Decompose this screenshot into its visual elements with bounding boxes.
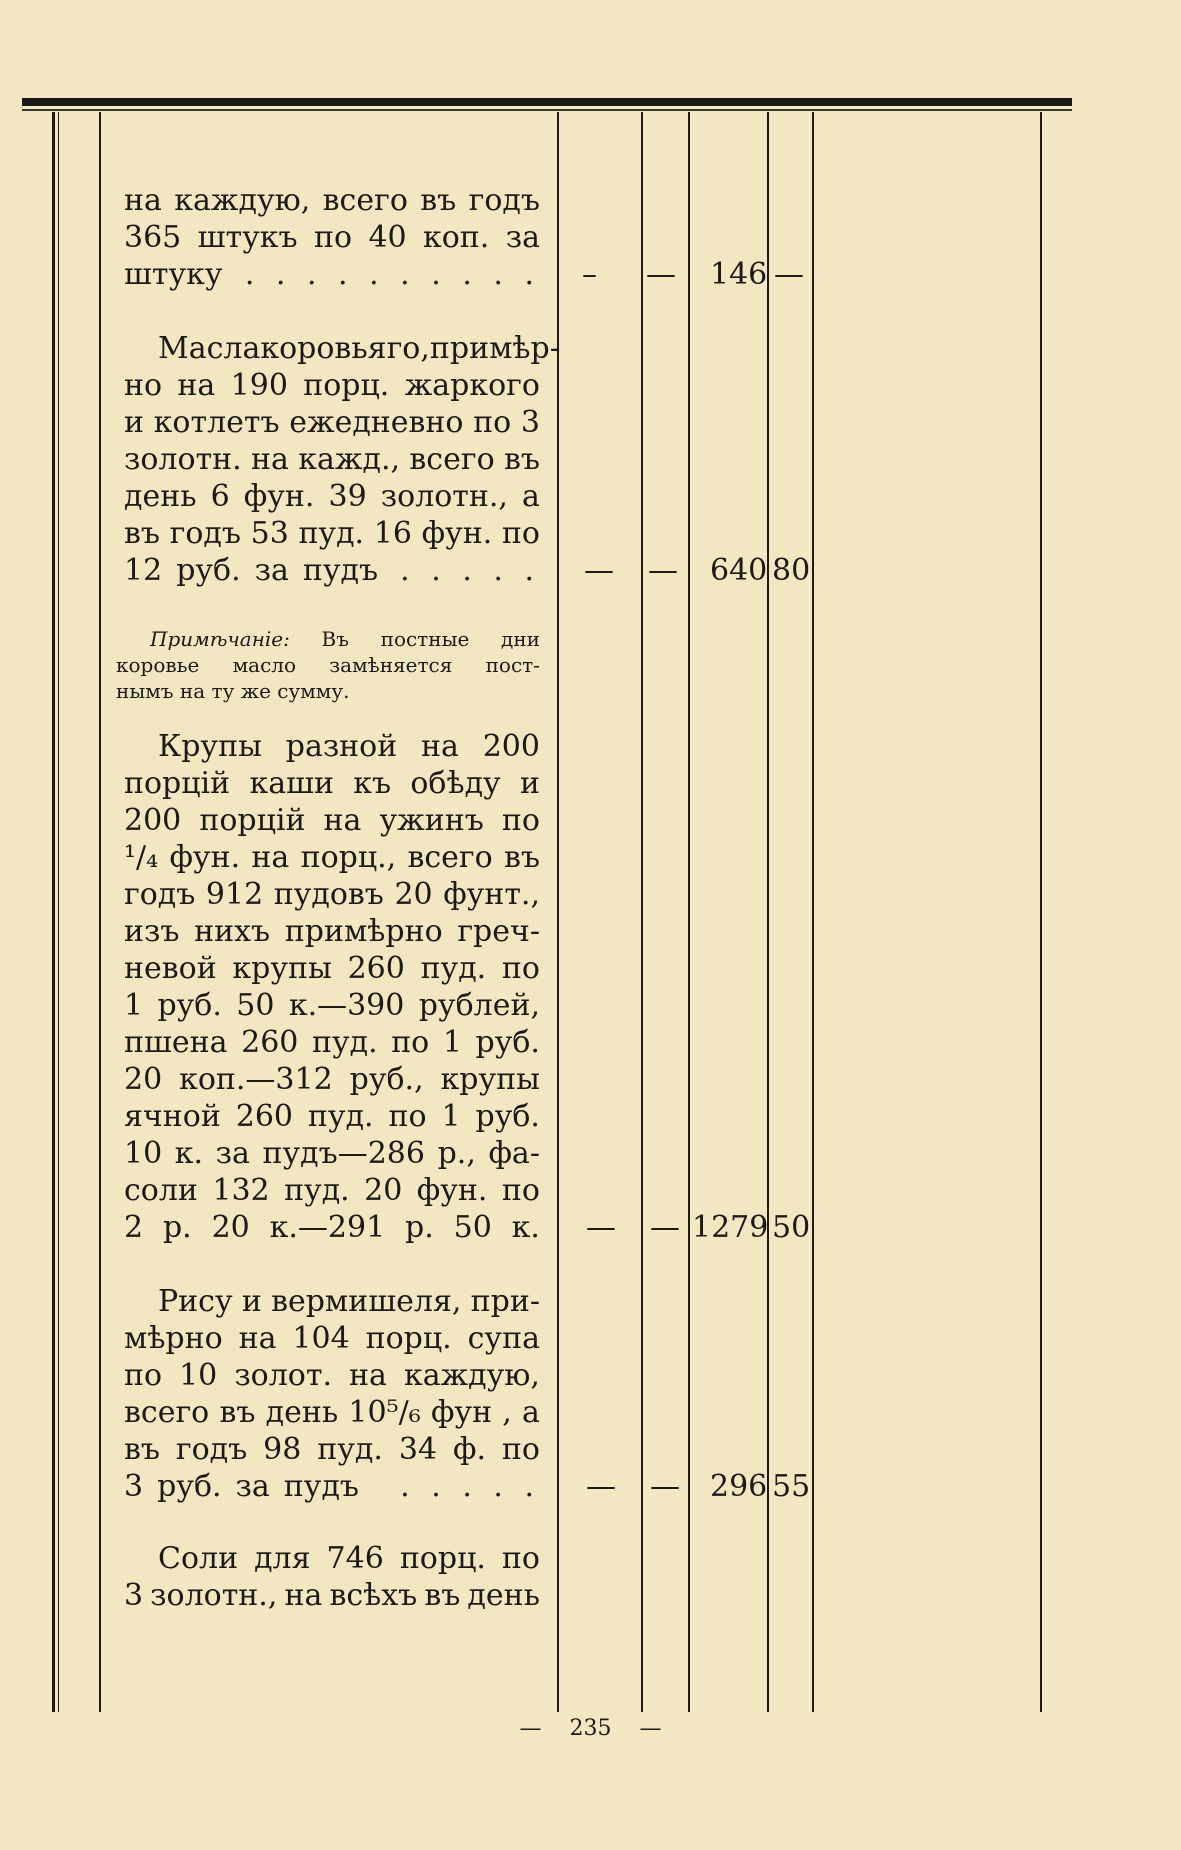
entry-rice-vermicelli xyxy=(124,1283,540,1505)
page-number-dash: — xyxy=(639,1716,662,1741)
word: день xyxy=(467,1578,540,1613)
word: 1 xyxy=(441,1099,461,1134)
word: р. xyxy=(162,1210,192,1245)
word: 365 xyxy=(124,220,182,255)
rubles-value: 1279 xyxy=(692,1210,769,1245)
text-line xyxy=(124,1357,540,1394)
word: руб. xyxy=(157,988,222,1023)
word: за xyxy=(215,1136,250,1171)
text-line xyxy=(124,1394,540,1431)
word: въ xyxy=(504,840,540,875)
word: 98 xyxy=(263,1432,302,1467)
word: 746 xyxy=(326,1541,384,1576)
col1-value: — xyxy=(586,1469,616,1504)
kopecks-value: 50 xyxy=(772,1210,811,1245)
word: греч- xyxy=(457,914,540,949)
word: пудовъ xyxy=(273,877,384,912)
word: въ xyxy=(504,442,540,477)
text-line xyxy=(124,1098,540,1135)
word: по xyxy=(391,1025,430,1060)
word: примѣрно xyxy=(284,914,443,949)
dot-leader: . . . . . xyxy=(400,553,540,588)
word: по xyxy=(501,1173,540,1208)
word: фун xyxy=(430,1395,493,1430)
word: крупы xyxy=(232,951,332,986)
word: жаркого xyxy=(404,368,540,403)
word: всего xyxy=(124,1395,210,1430)
col2-value: — xyxy=(646,257,676,292)
word: въ xyxy=(420,183,457,218)
col2-value: — xyxy=(650,1210,680,1245)
word: пост- xyxy=(485,653,540,677)
word: въ xyxy=(124,516,160,551)
text-line xyxy=(124,552,540,589)
word: по xyxy=(501,951,540,986)
word: для xyxy=(254,1541,311,1576)
word: 190 xyxy=(230,368,288,403)
word: на xyxy=(323,803,362,838)
note-line xyxy=(116,678,540,704)
word: дни xyxy=(501,627,540,651)
word: коп.—312 xyxy=(179,1062,333,1097)
kopecks-value: 55 xyxy=(772,1469,811,1504)
word: Соли xyxy=(158,1541,239,1576)
word: фунт., xyxy=(443,877,540,912)
word: руб., xyxy=(349,1062,424,1097)
word: к. xyxy=(511,1210,540,1245)
word: р. xyxy=(405,1210,434,1245)
word: постные xyxy=(380,627,470,651)
word: к.—291 xyxy=(269,1210,386,1245)
footnote xyxy=(116,626,540,704)
word: 3 xyxy=(520,405,540,440)
column-rule-4 xyxy=(767,112,769,1712)
word: пудъ xyxy=(302,553,379,588)
word: замѣняется xyxy=(329,653,453,677)
word: разной xyxy=(285,729,398,764)
word: порц. xyxy=(399,1541,486,1576)
word: 39 xyxy=(328,479,367,514)
text-line xyxy=(124,1468,540,1505)
text-line xyxy=(124,728,540,765)
entry-butter xyxy=(124,330,560,589)
entry-salt xyxy=(124,1540,540,1614)
word: всего xyxy=(409,442,495,477)
note-line xyxy=(116,652,540,678)
word: на xyxy=(251,840,290,875)
word: пудъ—286 xyxy=(262,1136,425,1171)
kopecks-value: — xyxy=(774,257,804,292)
word: штукъ xyxy=(197,220,298,255)
column-rule-3 xyxy=(688,112,690,1712)
word: каждую, xyxy=(174,183,311,218)
word: пуд. xyxy=(311,1025,378,1060)
word: а xyxy=(522,479,540,514)
text-line xyxy=(124,404,540,441)
word: годъ xyxy=(468,183,540,218)
entry-eggs xyxy=(124,182,540,293)
word: 1 xyxy=(124,988,144,1023)
word: 20 xyxy=(364,1173,403,1208)
word: 16 xyxy=(373,516,412,551)
word: коп. xyxy=(423,220,490,255)
text-line xyxy=(124,913,540,950)
word: 104 xyxy=(292,1321,350,1356)
word: порцій xyxy=(199,803,306,838)
word: и xyxy=(241,1284,262,1319)
word: руб. xyxy=(475,1025,540,1060)
word: 260 xyxy=(235,1099,293,1134)
text-line xyxy=(124,330,560,367)
text-line xyxy=(124,441,540,478)
text-line xyxy=(124,1431,540,1468)
word: золотн., xyxy=(150,1578,278,1613)
word: 6 xyxy=(210,479,230,514)
col1-value: — xyxy=(584,553,614,588)
word: мѣрно xyxy=(124,1321,223,1356)
word: 260 xyxy=(347,951,405,986)
word: обѣду xyxy=(410,766,501,801)
word: соли xyxy=(124,1173,198,1208)
text-line xyxy=(124,987,540,1024)
word: невой xyxy=(124,951,217,986)
word: , xyxy=(502,1395,512,1430)
word: коровье xyxy=(116,653,200,677)
word: всѣхъ xyxy=(329,1578,418,1613)
word: по xyxy=(501,516,540,551)
word: при- xyxy=(470,1284,540,1319)
word: по xyxy=(501,1432,540,1467)
left-border-line xyxy=(52,112,55,1712)
word: 20 xyxy=(394,877,433,912)
word: пуд. xyxy=(284,1173,350,1208)
word: а xyxy=(522,1395,540,1430)
word: 200 xyxy=(124,803,182,838)
word: 3 xyxy=(124,1578,144,1613)
word: по xyxy=(473,405,512,440)
word: ежедневно xyxy=(289,405,464,440)
col1-value: – xyxy=(582,257,597,292)
word: но xyxy=(124,368,163,403)
text-line xyxy=(124,256,540,293)
word: по xyxy=(124,1358,163,1393)
word: 260 xyxy=(241,1025,299,1060)
col2-value: — xyxy=(648,553,678,588)
rubles-value: 296 xyxy=(710,1469,768,1504)
word: на xyxy=(349,1358,387,1393)
word: руб. xyxy=(157,1469,222,1504)
word: за xyxy=(254,553,289,588)
word: въ xyxy=(424,1578,461,1613)
word: пуд. xyxy=(420,951,487,986)
word: всего xyxy=(407,840,493,875)
word: годъ xyxy=(175,1432,248,1467)
word: порцій xyxy=(124,766,231,801)
word: 40 xyxy=(368,220,407,255)
word: порц. xyxy=(303,368,390,403)
word: 53 xyxy=(250,516,289,551)
word: к.—390 xyxy=(288,988,405,1023)
word: въ xyxy=(124,1432,160,1467)
word: каши xyxy=(249,766,334,801)
word: 20 xyxy=(211,1210,250,1245)
word: фун. xyxy=(416,1173,488,1208)
word: и xyxy=(124,405,144,440)
word: 2 xyxy=(124,1210,144,1245)
text-line xyxy=(124,1540,540,1577)
word: по xyxy=(388,1099,427,1134)
text-line xyxy=(124,1172,540,1209)
word: 3 xyxy=(124,1469,144,1504)
word: каждую, xyxy=(403,1358,540,1393)
word: по xyxy=(501,803,540,838)
text-line xyxy=(124,182,540,219)
column-rule-5 xyxy=(812,112,814,1712)
word: фун. xyxy=(243,479,315,514)
word: штуку xyxy=(124,257,223,292)
text-line xyxy=(124,367,540,404)
note-line xyxy=(116,626,540,652)
word: пудъ xyxy=(283,1469,360,1504)
word: по xyxy=(501,1541,540,1576)
word: на xyxy=(284,1578,323,1613)
column-rule-6 xyxy=(1040,112,1042,1712)
top-rule xyxy=(22,98,1072,106)
word: 50 xyxy=(236,988,275,1023)
word: за xyxy=(505,220,540,255)
word: 50 xyxy=(453,1210,492,1245)
text-line xyxy=(124,1024,540,1061)
word: руб. xyxy=(475,1099,540,1134)
word: въ xyxy=(219,1395,256,1430)
word: 200 xyxy=(482,729,540,764)
word: день xyxy=(265,1395,339,1430)
word: и xyxy=(520,766,540,801)
text-line xyxy=(124,515,540,552)
page-number-value: 235 xyxy=(569,1716,612,1741)
text-line xyxy=(124,1577,540,1614)
word: фун. xyxy=(169,840,241,875)
text-line xyxy=(124,1209,540,1246)
word: фа- xyxy=(488,1136,540,1171)
word: 10⁵/₆ xyxy=(348,1395,421,1430)
word: 912 xyxy=(205,877,264,912)
word: 34 xyxy=(398,1432,438,1467)
dot-leader: . . . . . . . . . . xyxy=(244,257,540,292)
word: изъ xyxy=(124,914,180,949)
word: порц., xyxy=(300,840,397,875)
text-line xyxy=(124,950,540,987)
text-line xyxy=(124,765,540,802)
word: кажд., xyxy=(298,442,401,477)
word: порц. xyxy=(365,1321,452,1356)
word: Крупы xyxy=(158,729,262,764)
rubles-value: 640 xyxy=(710,553,768,588)
entry-groats xyxy=(124,728,540,1246)
word: всего xyxy=(322,183,408,218)
word: на xyxy=(177,368,216,403)
word: пшена xyxy=(124,1025,228,1060)
word: 10 xyxy=(179,1358,218,1393)
word: по xyxy=(314,220,353,255)
word: Масла xyxy=(158,331,261,366)
text-column-rule xyxy=(99,112,101,1712)
word: фун. xyxy=(421,516,493,551)
word: пуд. xyxy=(298,516,365,551)
kopecks-value: 80 xyxy=(772,553,811,588)
word: золот. xyxy=(234,1358,332,1393)
word: ячной xyxy=(124,1099,221,1134)
word: на xyxy=(124,183,162,218)
word: ужинъ xyxy=(379,803,484,838)
word: за xyxy=(235,1469,270,1504)
rubles-value: 146 xyxy=(710,257,768,292)
word: къ xyxy=(353,766,392,801)
word: примѣр- xyxy=(429,331,560,366)
word: на xyxy=(238,1321,277,1356)
word: пуд. xyxy=(317,1432,383,1467)
word: супа xyxy=(467,1321,540,1356)
word: 12 xyxy=(124,553,163,588)
word: золотн. xyxy=(124,442,242,477)
col1-value: — xyxy=(586,1210,616,1245)
word: Въ xyxy=(321,627,349,651)
left-border-line-inner xyxy=(58,112,59,1712)
word: день xyxy=(124,479,197,514)
top-rule-thin xyxy=(22,109,1072,111)
word: коровьяго, xyxy=(260,331,430,366)
word: ¹/₄ xyxy=(124,840,159,875)
word: на xyxy=(421,729,459,764)
text-line xyxy=(124,478,540,515)
text-line xyxy=(124,1135,540,1172)
text-line xyxy=(124,1283,540,1320)
text-line xyxy=(124,839,540,876)
word: 1 xyxy=(442,1025,462,1060)
word: золотн., xyxy=(380,479,508,514)
word: годъ xyxy=(169,516,241,551)
word: р., xyxy=(437,1136,476,1171)
word: котлетъ xyxy=(153,405,280,440)
text-line xyxy=(124,1061,540,1098)
word: нихъ xyxy=(194,914,271,949)
word: ф. xyxy=(452,1432,486,1467)
word: 132 xyxy=(212,1173,270,1208)
word: пуд. xyxy=(307,1099,374,1134)
word: 10 xyxy=(124,1136,163,1171)
text-line xyxy=(124,802,540,839)
word: годъ xyxy=(124,877,196,912)
word: рублей, xyxy=(418,988,540,1023)
word: к. xyxy=(174,1136,204,1171)
word: вермишеля, xyxy=(271,1284,462,1319)
word: руб. xyxy=(176,553,241,588)
note-label: Примѣчаніе: xyxy=(150,627,290,651)
word: масло xyxy=(232,653,297,677)
text-line xyxy=(124,219,540,256)
word: нымъ на ту же сумму. xyxy=(116,679,350,703)
word: крупы xyxy=(440,1062,540,1097)
word: на xyxy=(251,442,289,477)
page-number-dash: — xyxy=(519,1716,542,1741)
word: Рису xyxy=(158,1284,233,1319)
text-line xyxy=(124,876,540,913)
dot-leader: . . . . . xyxy=(400,1469,540,1504)
col2-value: — xyxy=(650,1469,680,1504)
page-number xyxy=(0,1716,1181,1741)
column-rule-2 xyxy=(641,112,643,1712)
word: 20 xyxy=(124,1062,163,1097)
text-line xyxy=(124,1320,540,1357)
